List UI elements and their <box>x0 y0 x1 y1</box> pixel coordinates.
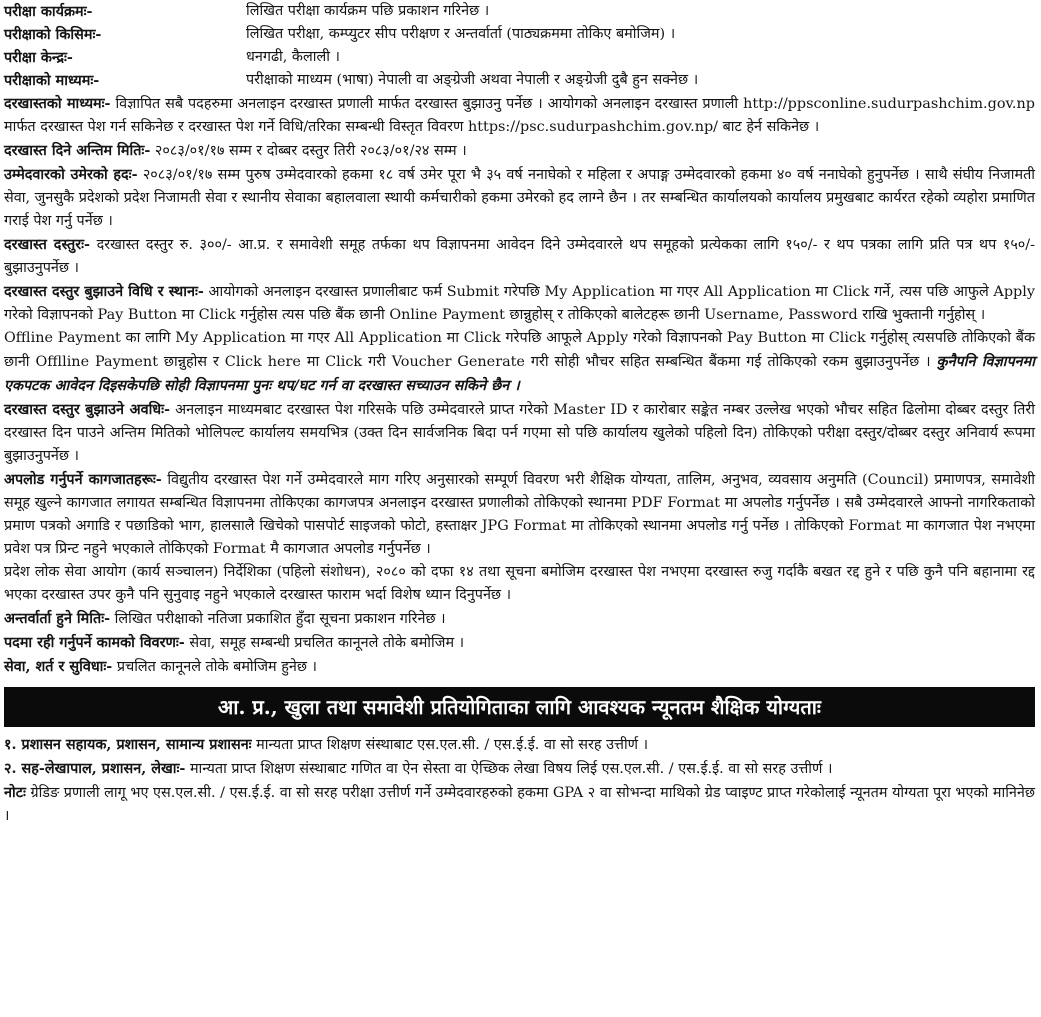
interview-text: लिखित परीक्षाको नतिजा प्रकाशित हुँदा सूचना प्रकाशन गरिनेछ । <box>114 611 446 627</box>
exam-schedule-label: परीक्षा कार्यक्रमः- <box>4 3 93 20</box>
fee-method-warning: कुनैपनि विज्ञापनमा एकपटक आवेदन दिइसकेपछि सोही विज्ञापनमा पुनः थप/घट गर्न वा दरखास्त सच्याउन सकिने छैन । <box>4 353 1035 394</box>
fee-text: दरखास्त दस्तुर रु. ३००/- आ.प्र. र समावेशी समूह तर्फका थप विज्ञापनमा आवेदन दिने उम्मेदवारले थप समूहको प्रत्येकका लागि १५०/- र थप पत्रका लागि प्रति पत्र थप १५०/- बुझाउनुपर्नेछ । <box>4 237 1036 276</box>
fee-method-offline-text: Offline Payment का लागि My Application मा गएर All Application मा Click गरेपछि आफूले Apply गरेको विज्ञापनको Pay Button मा Click गर्नुहोस् त्यसपछि तोकिएको बैंक छानी Offlline Payment छान्नुहोस र Click here मा Click गरी Voucher Generate गरी सोही भौचर सहित सम्बन्धित बैंकमा गई तोकिएको रकम बुझाउनुपर्नेछ । <box>4 330 1035 370</box>
duties-section <box>4 631 1035 655</box>
note-section <box>4 781 1035 828</box>
upload-section <box>4 468 1035 561</box>
age-limit-label: उम्मेदवारको उमेरको हदः- <box>4 166 138 183</box>
qualification-item-2-label: २. सह-लेखापाल, प्रशासन, लेखाः- <box>4 760 186 777</box>
fee-method-label: दरखास्त दस्तुर बुझाउने विधि र स्थानः- <box>4 283 204 300</box>
service-terms-text: प्रचलित कानूनले तोके बमोजिम हुनेछ । <box>116 659 317 675</box>
duties-label: पदमा रही गर्नुपर्ने कामको विवरणः- <box>4 634 185 651</box>
qualification-item-1-label: १. प्रशासन सहायक, प्रशासन, सामान्य प्रशासनः <box>4 736 252 753</box>
note-label: नोटः <box>4 784 26 801</box>
qualification-item-1-text: मान्यता प्राप्त शिक्षण संस्थाबाट एस.एल.सी. / एस.ई.ई. वा सो सरह उत्तीर्ण । <box>256 737 649 753</box>
commission-note: प्रदेश लोक सेवा आयोग (कार्य सञ्चालन) निर्देशिका (पहिलो संशोधन), २०८० को दफा १४ तथा सूचना बमोजिम दरखास्त पेश नभएमा दरखास्त रुजु गर्दाकै बखत रद्द हुने र पछि कुनै पनि बहानामा रद्द भएका दरखास्त उपर कुनै पनि सुनुवाइ नहुने भएकाले दरखास्त फाराम भर्दा विशेष ध्यान दिनुपर्नेछ । <box>4 564 1035 603</box>
fee-section <box>4 233 1035 280</box>
fee-method-offline-section <box>4 327 1035 398</box>
deadline-label: दरखास्त दिने अन्तिम मितिः- <box>4 142 151 159</box>
exam-center-row <box>4 46 1035 69</box>
application-medium-section <box>4 92 1035 139</box>
fee-period-section <box>4 398 1035 468</box>
exam-type-row <box>4 23 1035 46</box>
deadline-section <box>4 139 1035 163</box>
exam-type-label: परीक्षाको किसिमः- <box>4 26 102 43</box>
qualification-item-2 <box>4 757 1035 781</box>
exam-medium-label: परीक्षाको माध्यमः- <box>4 72 100 89</box>
upload-label: अपलोड गर्नुपर्ने कागजातहरूः- <box>4 471 162 488</box>
exam-type-value: लिखित परीक्षा, कम्प्युटर सीप परीक्षण र अन्तर्वार्ता (पाठ्यक्रममा तोकिए बमोजिम) । <box>246 26 676 42</box>
qualification-banner: आ. प्र., खुला तथा समावेशी प्रतियोगिताका लागि आवश्यक न्यूनतम शैक्षिक योग्यताः <box>4 687 1035 727</box>
deadline-text: २०८३/०१/१७ सम्म र दोब्बर दस्तुर तिरी २०८३/०१/२४ सम्म । <box>154 143 467 159</box>
application-medium-label: दरखास्तको माध्यमः- <box>4 95 111 112</box>
qualification-item-1 <box>4 733 1035 757</box>
service-terms-label: सेवा, शर्त र सुविधाः- <box>4 658 113 675</box>
exam-medium-value: परीक्षाको माध्यम (भाषा) नेपाली वा अङ्ग्रेजी अथवा नेपाली र अङ्ग्रेजी दुबै हुन सक्नेछ । <box>246 72 699 88</box>
note-text: ग्रेडिङ प्रणाली लागू भए एस.एल.सी. / एस.ई.ई. वा सो सरह परीक्षा उत्तीर्ण गर्ने उम्मेदवारहरुको हकमा GPA २ वा सोभन्दा माथिको ग्रेड प्वाइण्ट प्राप्त गरेकोलाई न्यूनतम योग्यता पूरा भएको मानिनेछ । <box>4 785 1035 824</box>
upload-text: विद्युतीय दरखास्त पेश गर्ने उम्मेदवारले माग गरिए अनुसारको सम्पूर्ण विवरण भरी शैक्षिक योग्यता, तालिम, अनुभव, व्यवसाय अनुमति (Council) प्रमाणपत्र, समावेशी समूह खुल्ने कागजात लगायत सम्बन्धित विज्ञापनमा तोकिएका कागजपत्र अनलाइन दरखास्त प्रणालीको तोकिएको स्थानमा PDF Format मा अपलोड गर्नुपर्नेछ । सबै उम्मेदवारले आफ्नो नागरिकताको प्रमाण पत्रको अगाडि र पछाडिको भाग, हालसालै खिचेको पासपोर्ट साइजको फोटो, हस्ताक्षर JPG Format मा तोकिएको स्थानमा अपलोड गर्नु पर्नेछ । तोकिएको Format मा कागजात पेश नभएमा प्रवेश पत्र प्रिन्ट नहुने भएकाले तोकिएको Format मै कागजात अपलोड गर्नुपर्नेछ । <box>4 472 1035 557</box>
fee-method-text: आयोगको अनलाइन दरखास्त प्रणालीबाट फर्म Submit गरेपछि My Application मा गएर All Application मा Click गर्ने, त्यस पछि आफुले Apply गरेको विज्ञापनको Pay Button मा Click गर्नुहोस त्यस पछि बैंक छानी Online Payment छान्नुहोस् र तोकिएको बालेटहरू छानी Username, Password राखि भुक्तानी गर्नुहोस् । <box>4 284 1035 323</box>
age-limit-section <box>4 163 1035 233</box>
interview-section <box>4 607 1035 631</box>
exam-medium-row <box>4 69 1035 92</box>
interview-label: अन्तर्वार्ता हुने मितिः- <box>4 610 111 627</box>
age-limit-text: २०८३/०१/१७ सम्म पुरुष उम्मेदवारको हकमा १८ वर्ष उमेर पूरा भै ३५ वर्ष ननाघेको र महिला र अपाङ्ग उम्मेदवारको हकमा ४० वर्ष ननाघेको हुनुपर्नेछ । साथै संघीय निजामती सेवा, जुनसुकै प्रदेशको प्रदेश निजामती सेवा र स्थानीय सेवाका बहालवाला स्थायी कर्मचारीको हकमा उमेरको हद लाग्ने छैन । तर सम्बन्धित कार्यालयको कार्यालय प्रमुखबाट कार्यरत रहेको व्यहोरा प्रमाणित गराई पेश गर्नु पर्नेछ । <box>4 167 1035 229</box>
fee-period-label: दरखास्त दस्तुर बुझाउने अवधिः- <box>4 401 171 418</box>
fee-period-text: अनलाइन माध्यमबाट दरखास्त पेश गरिसके पछि उम्मेदवारले प्राप्त गरेको Master ID र कारोबार सङ्केत नम्बर उल्लेख भएको भौचर सहित ढिलोमा दोब्बर दस्तुर तिरी दरखास्त दिन पाउने अन्तिम मितिको भोलिपल्ट कार्यालय समयभित्र (उक्त दिन सार्वजनिक बिदा पर्न गएमा सो पछि कार्यालय खुलेको पहिलो दिन) तोकिएको परीक्षा दस्तुर/दोब्बर दस्तुर अनिवार्य रूपमा बुझाउनुपर्नेछ । <box>4 402 1035 464</box>
exam-schedule-value: लिखित परीक्षा कार्यक्रम पछि प्रकाशन गरिनेछ । <box>246 3 490 19</box>
exam-center-value: धनगढी, कैलाली । <box>246 49 340 65</box>
exam-center-label: परीक्षा केन्द्रः- <box>4 49 73 66</box>
fee-method-section <box>4 280 1035 327</box>
exam-schedule-row <box>4 0 1035 23</box>
qualification-item-2-text: मान्यता प्राप्त शिक्षण संस्थाबाट गणित वा ऐन सेस्ता वा ऐच्छिक लेखा विषय लिई एस.एल.सी. / एस.ई.ई. वा सो सरह उत्तीर्ण । <box>189 761 833 777</box>
duties-text: सेवा, समूह सम्बन्धी प्रचलित कानूनले तोके बमोजिम । <box>189 635 465 651</box>
fee-label: दरखास्त दस्तुरः- <box>4 236 91 253</box>
application-medium-text: विज्ञापित सबै पदहरुमा अनलाइन दरखास्त प्रणाली मार्फत दरखास्त बुझाउनु पर्नेछ । आयोगको अनलाइन दरखास्त प्रणाली http://ppsconline.sudurpashchim.gov.np मार्फत दरखास्त पेश गर्न सकिनेछ र दरखास्त पेश गर्ने विधि/तरिका सम्बन्धी विस्तृत विवरण https://psc.sudurpashchim.gov.np/ बाट हेर्न सकिनेछ । <box>4 96 1035 135</box>
service-terms-section <box>4 655 1035 679</box>
